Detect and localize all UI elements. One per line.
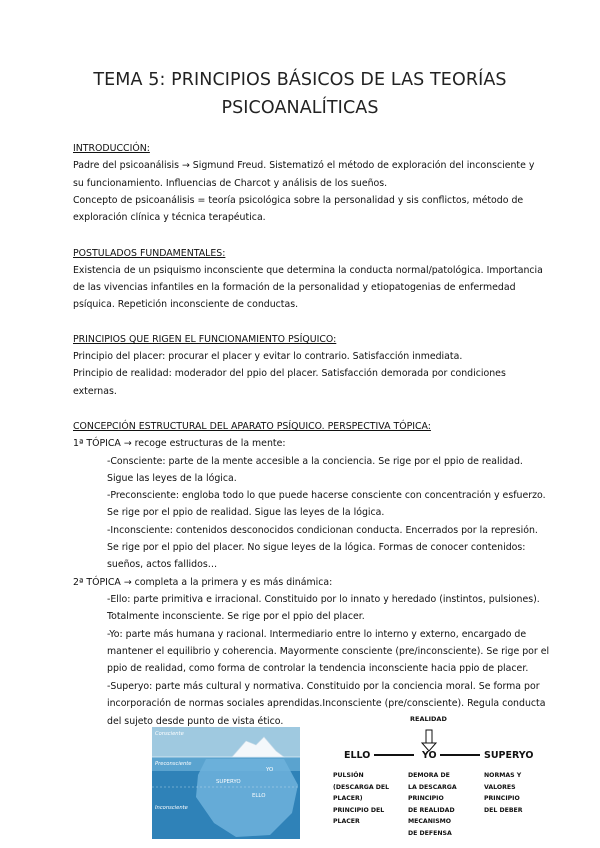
yo-desc-line: DEMORA DE [408, 772, 450, 779]
diagram-label-realidad: REALIDAD [410, 715, 447, 723]
arrow-shaft [426, 730, 432, 743]
diagram-label-superyo: SUPERYO [484, 750, 534, 761]
yo-desc-line: MECANISMO [408, 818, 452, 826]
intro-line: Concepto de psicoanálisis = teoría psicológica sobre la personalidad y sis conflictos, método de [73, 195, 524, 206]
section-heading-principios: PRINCIPIOS QUE RIGEN EL FUNCIONAMIENTO PSÍQUICO: [73, 334, 337, 345]
topica2-item: del sujeto desde punto de vista ético. [107, 716, 284, 727]
iceberg-label-consciente: Consciente [155, 731, 184, 737]
yo-desc-line: PRINCIPIO [408, 795, 444, 803]
yo-desc-line: DE REALIDAD [408, 806, 455, 814]
superyo-desc-line: PRINCIPIO [484, 795, 520, 803]
postulados-line: Existencia de un psiquismo inconsciente que determina la conducta normal/patológica. Importancia [73, 265, 543, 276]
superyo-description [484, 770, 523, 816]
topica2-item: -Yo: parte más humana y racional. Intermediario entre lo interno y externo, encargado de [107, 629, 527, 640]
topica2-item: -Superyo: parte más cultural y normativa. Constituido por la conciencia moral. Se forma por [107, 681, 540, 692]
superyo-desc-line: NORMAS Y [484, 772, 522, 779]
postulados-line: de las vivencias infantiles en la formación de la personalidad y etiopatogenias de enfermedad [73, 282, 516, 293]
topica1-item: -Consciente: parte de la mente accesible a la conciencia. Se rige por el ppio de realidad. [107, 456, 523, 467]
superyo-desc-line: VALORES [484, 783, 516, 791]
topica2-item: mantener el equilibrio y coherencia. Mayormente consciente (pre/inconsciente). Se rige por el [107, 646, 550, 657]
yo-desc-line: LA DESCARGA [408, 783, 457, 791]
section-heading-postulados: POSTULADOS FUNDAMENTALES: [73, 248, 226, 259]
page-title-line-1: TEMA 5: PRINCIPIOS BÁSICOS DE LAS TEORÍAS [93, 70, 507, 90]
diagram-label-ello: ELLO [344, 750, 371, 761]
iceberg-label-inconsciente: Inconsciente [155, 805, 188, 811]
section-heading-introduccion: INTRODUCCIÓN: [73, 143, 150, 154]
ello-description [333, 770, 389, 828]
ello-desc-line: PLACER) [333, 795, 363, 803]
superyo-desc-line: DEL DEBER [484, 806, 523, 814]
ello-desc-line: PRINCIPIO DEL [333, 806, 385, 814]
yo-desc-line: DE DEFENSA [408, 829, 452, 837]
topica1-item: -Inconsciente: contenidos desconocidos condicionan conducta. Encerrados por la represión. [107, 525, 538, 536]
iceberg-label-preconsciente: Preconsciente [155, 761, 192, 767]
topica1-item: sueños, actos fallidos… [107, 559, 218, 570]
topica1-heading: 1ª TÓPICA → recoge estructuras de la mente: [73, 438, 286, 449]
yo-description [408, 770, 457, 840]
intro-line: Padre del psicoanálisis → Sigmund Freud. Sistematizó el método de exploración del inconsciente y [73, 160, 535, 171]
principios-line: Principio del placer: procurar el placer y evitar lo contrario. Satisfacción inmediata. [73, 351, 463, 362]
topica2-item: ppio de realidad, como forma de controlar la tendencia inconsciente hacia ppio de placer. [107, 663, 529, 674]
ello-desc-line: (DESCARGA DEL [333, 783, 390, 791]
section-heading-concepcion: CONCEPCIÓN ESTRUCTURAL DEL APARATO PSÍQUICO. PERSPECTIVA TÓPICA: [73, 421, 431, 432]
ello-desc-line: PLACER [333, 818, 360, 826]
topica2-item: -Ello: parte primitiva e irracional. Constituido por lo innato y heredado (instintos, pulsiones). [107, 594, 540, 605]
intro-line: su funcionamiento. Influencias de Charcot y análisis de los sueños. [73, 178, 388, 189]
iceberg-label-superyo: SUPERYO [216, 779, 241, 785]
intro-line: exploración clínica y técnica terapéutica. [73, 212, 266, 223]
ello-desc-line: PULSIÓN [333, 772, 364, 779]
iceberg-label-yo: YO [266, 767, 274, 773]
postulados-line: psíquica. Repetición inconsciente de conductas. [73, 299, 299, 310]
diagram-label-yo: YO [422, 750, 437, 761]
topica1-item: -Preconsciente: engloba todo lo que puede hacerse consciente con concentración y esfuerzo. [107, 490, 546, 501]
principios-line: Principio de realidad: moderador del ppio del placer. Satisfacción demorada por condiciones [73, 368, 506, 379]
topica2-item: incorporación de normas sociales aprendidas.Inconsciente (pre/consciente). Regula conducta [107, 698, 546, 709]
topica1-item: Sigue las leyes de la lógica. [107, 473, 237, 484]
topica1-item: Se rige por el ppio del placer. No sigue leyes de la lógica. Formas de conocer contenidos: [107, 542, 526, 553]
iceberg-illustration [152, 727, 300, 839]
topica1-item: Se rige por el ppio de realidad. Sigue las leyes de la lógica. [107, 507, 385, 518]
topica2-item: Totalmente inconsciente. Se rige por el ppio del placer. [107, 611, 365, 622]
topica2-heading: 2ª TÓPICA → completa a la primera y es más dinámica: [73, 577, 333, 588]
principios-line: externas. [73, 386, 117, 397]
iceberg-label-ello: ELLO [252, 793, 266, 799]
ello-yo-superyo-diagram [330, 715, 540, 845]
page-title-line-2: PSICOANALÍTICAS [221, 98, 379, 118]
